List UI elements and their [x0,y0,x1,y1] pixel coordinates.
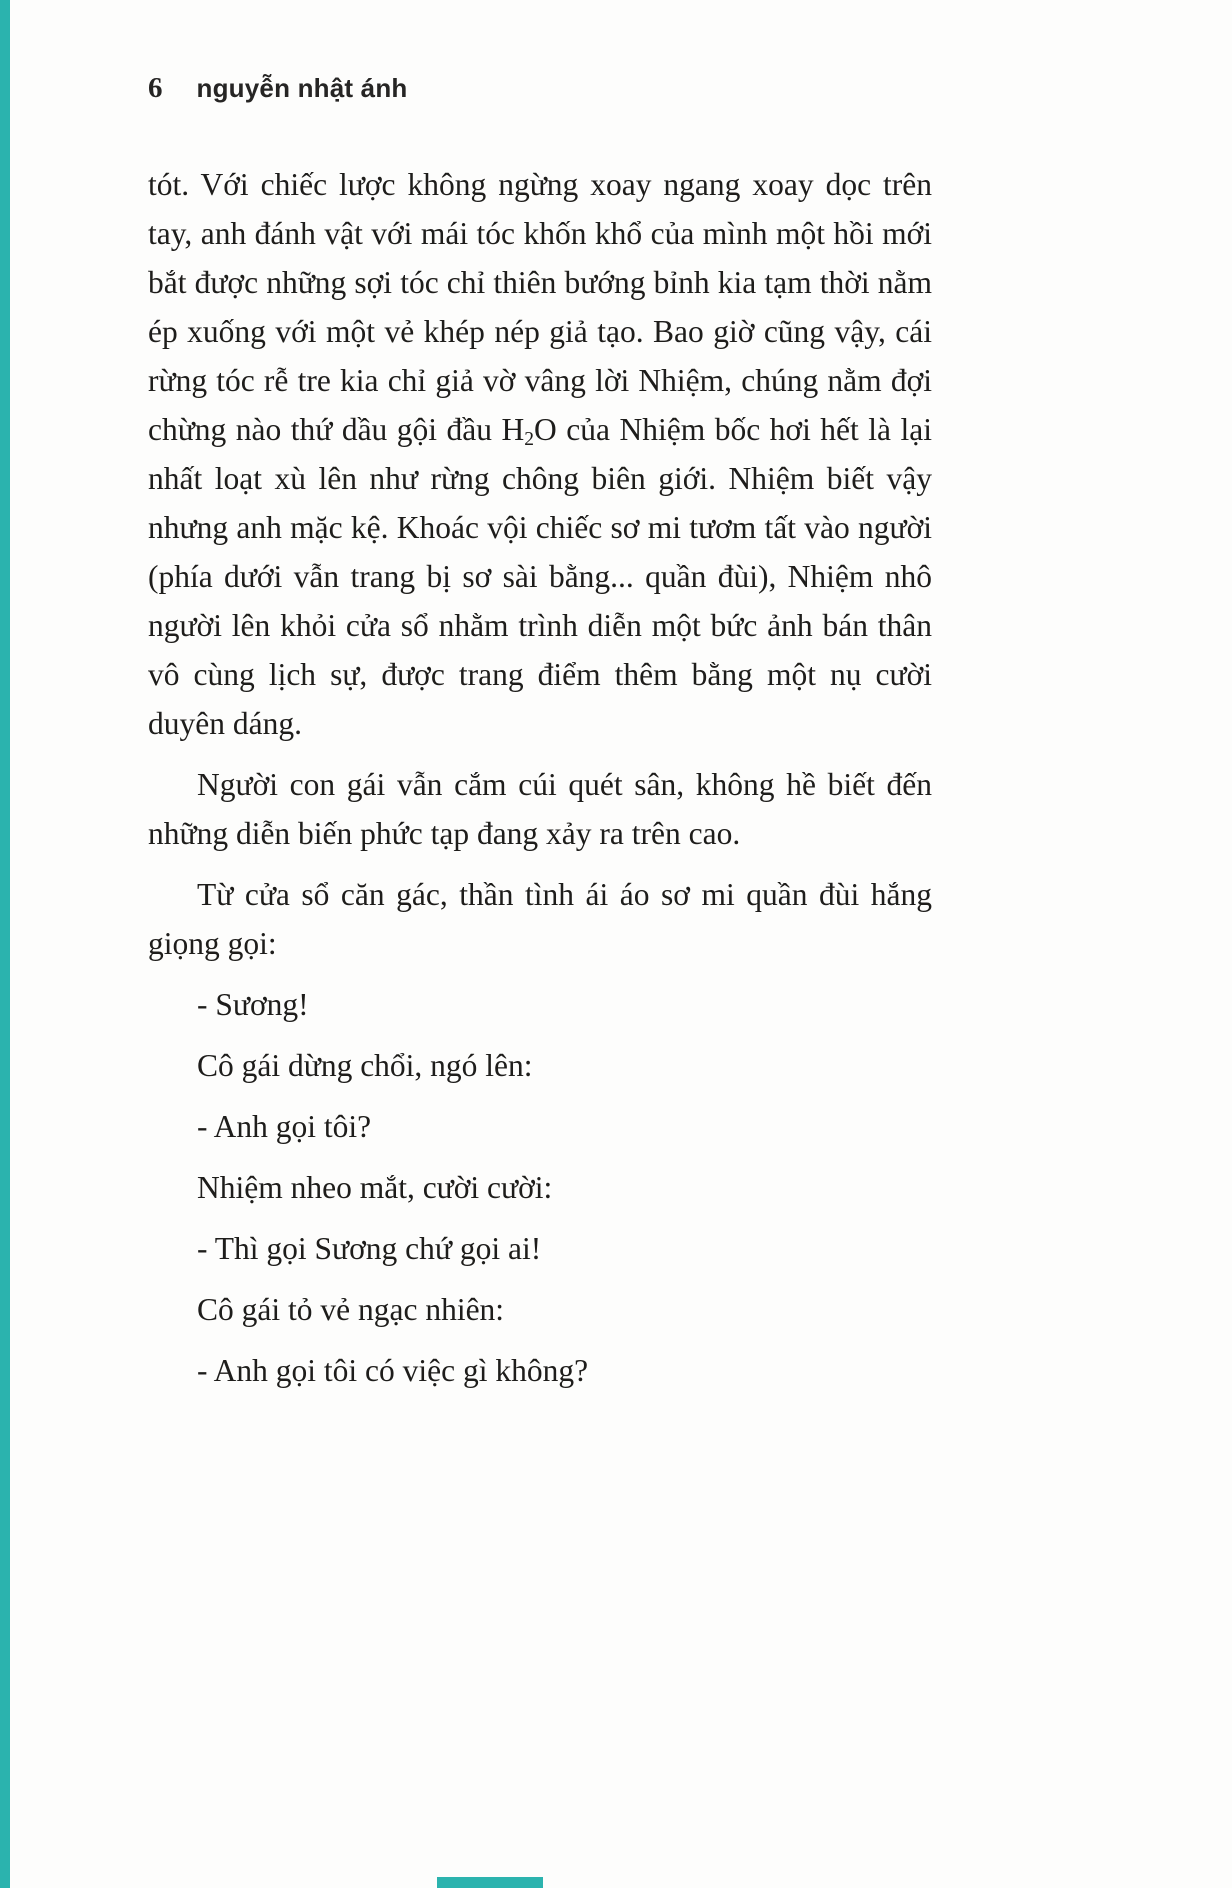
running-header [148,72,932,105]
dialogue-line: - Sương! [197,987,309,1022]
paragraph: Từ cửa sổ căn gác, thần tình ái áo sơ mi quần đùi hắng giọng gọi: [148,877,932,961]
page-number: 6 [148,72,163,104]
paragraph-text: O của Nhiệm bốc hơi hết là lại nhất loạt xù lên như rừng chông biên giới. Nhiệm biết vậy nhưng anh mặc kệ. Khoác vội chiếc sơ mi tươm tất vào người (phía dưới vẫn trang bị sơ sài bằng... quần đùi), Nhiệm nhô người lên khỏi cửa sổ nhằm trình diễn một bức ảnh bán thân vô cùng lịch sự, được trang điểm thêm bằng một nụ cười duyên dáng. [148,412,932,741]
dialogue-line: - Anh gọi tôi? [197,1109,372,1144]
paragraph-opening [148,160,932,748]
dialogue-line: - Anh gọi tôi có việc gì không? [197,1353,589,1388]
paragraph-text: tót. Với chiếc lược không ngừng xoay ngang xoay dọc trên tay, anh đánh vật với mái tóc khốn khổ của mình một hồi mới bắt được những sợi tóc chỉ thiên bướng bỉnh kia tạm thời nằm ép xuống với một vẻ khép nép giả tạo. Bao giờ cũng vậy, cái rừng tóc rễ tre kia chỉ giả vờ vâng lời Nhiệm, chúng nằm đợi chừng nào thứ dầu gội đầu H [148,167,932,447]
paragraph: Người con gái vẫn cắm cúi quét sân, không hề biết đến những diễn biến phức tạp đang xảy ra trên cao. [148,767,932,851]
paragraph: Cô gái dừng chổi, ngó lên: [197,1048,533,1083]
paragraph: Cô gái tỏ vẻ ngạc nhiên: [197,1292,505,1327]
paragraph: Nhiệm nheo mắt, cười cười: [197,1170,553,1205]
author-name: nguyễn nhật ánh [196,73,408,103]
subscript-2: 2 [524,428,535,450]
dialogue-line: - Thì gọi Sương chứ gọi ai! [197,1231,542,1266]
bottom-accent-bar [437,1877,543,1888]
left-accent-stripe [0,0,10,1888]
page-body [148,160,932,1407]
